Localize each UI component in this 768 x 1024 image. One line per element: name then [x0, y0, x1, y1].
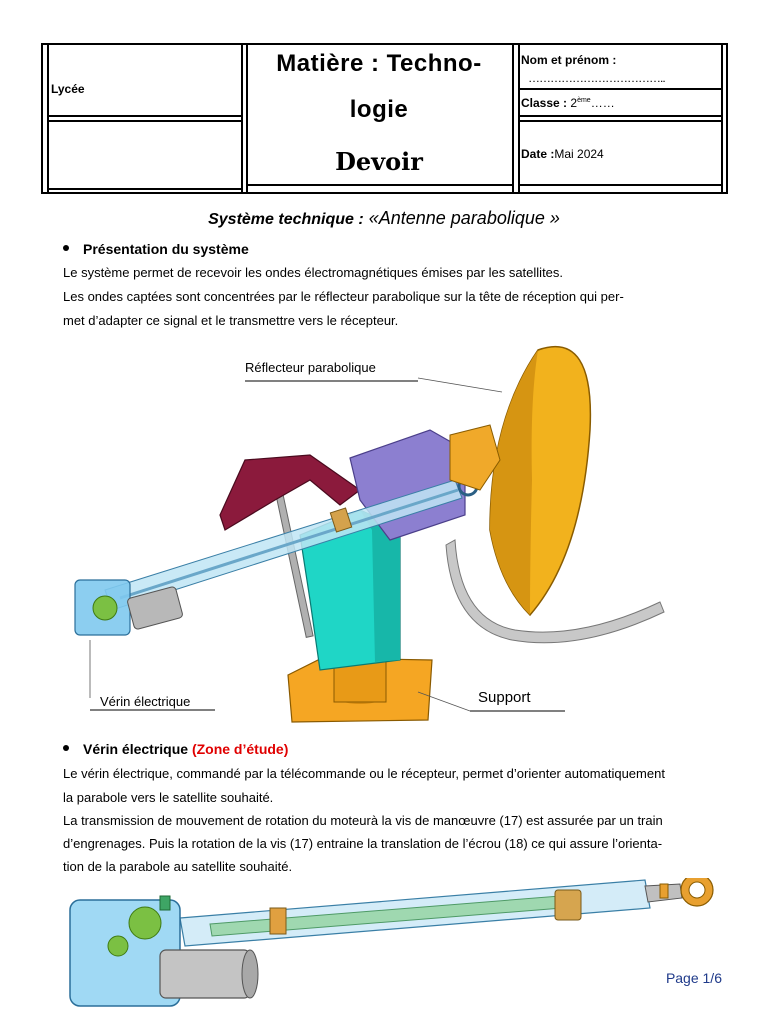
divider: [47, 45, 49, 192]
paragraph: met d’adapter ce signal et le transmettre vers le récepteur.: [63, 313, 399, 328]
class-value: 2: [570, 96, 578, 110]
paragraph: d’engrenages. Puis la rotation de la vis (17) entraine la translation de l’écrou (18) ce qui assure l’orienta-: [63, 836, 663, 851]
class-label: Classe :: [521, 96, 568, 110]
page-number: Page 1/6: [665, 970, 722, 986]
divider: [47, 120, 241, 122]
divider: [518, 88, 721, 90]
antenna-drawing: [60, 340, 710, 730]
label-support: Support: [478, 689, 531, 706]
gear: [93, 596, 117, 620]
gear-pin: [160, 896, 170, 910]
divider: [518, 184, 721, 186]
class-field: [521, 96, 615, 110]
title-value: «Antenne parabolique »: [368, 208, 560, 228]
subject-line-2: logie: [349, 96, 409, 123]
gear-large: [129, 907, 161, 939]
divider: [47, 188, 241, 190]
class-dots: ……: [590, 96, 615, 110]
gear-small: [108, 936, 128, 956]
motor-end-cap: [242, 950, 258, 998]
school-label: Lycée: [51, 82, 85, 96]
paragraph: tion de la parabole au satellite souhaité.: [63, 859, 293, 874]
title-label: Système technique :: [208, 211, 364, 228]
date-label: Date :: [521, 147, 555, 161]
jack-nut: [555, 890, 581, 920]
leader-line: [418, 378, 502, 392]
header-table: [41, 43, 728, 194]
date-value: Mai 2024: [554, 147, 604, 161]
rod-collar: [660, 884, 668, 898]
section-heading-text: Présentation du système: [83, 241, 249, 257]
section-heading-verin: [63, 741, 288, 757]
divider: [518, 45, 520, 192]
bullet-icon: [63, 745, 69, 751]
divider: [47, 115, 241, 117]
class-sup: ème: [577, 97, 591, 104]
antenna-illustration: [60, 340, 710, 730]
verin-illustration: [60, 878, 730, 1018]
label-verin: Vérin électrique: [100, 694, 191, 709]
jack-screw: [120, 490, 458, 598]
date-field: [521, 147, 604, 161]
name-dots: ………………………………..: [528, 71, 665, 85]
electric-motor: [160, 950, 250, 998]
divider: [518, 120, 721, 122]
page-title: [0, 208, 768, 229]
divider: [721, 45, 723, 192]
bullet-icon: [63, 245, 69, 251]
paragraph: Le vérin électrique, commandé par la télécommande ou le récepteur, permet d’orienter automatiquement: [63, 766, 665, 781]
jack-eye-hole: [689, 882, 705, 898]
section-heading-text: Vérin électrique: [83, 741, 189, 757]
paragraph: Les ondes captées sont concentrées par le réflecteur parabolique sur la tête de réception qui per-: [63, 289, 624, 304]
paragraph: la parabole vers le satellite souhaité.: [63, 790, 274, 805]
exam-type: Devoir: [335, 147, 423, 176]
divider: [246, 184, 512, 186]
screw-collar: [270, 908, 286, 934]
section-heading-presentation: [63, 241, 249, 257]
zone-note: (Zone d’étude): [191, 741, 289, 757]
name-field: [521, 53, 616, 67]
paragraph: La transmission de mouvement de rotation du moteurà la vis de manœuvre (17) est assurée par un train: [63, 813, 663, 828]
subject-line-1: Matière : Techno-: [276, 50, 482, 77]
paragraph: Le système permet de recevoir les ondes électromagnétiques émises par les satellites.: [63, 265, 564, 280]
divider: [518, 115, 721, 117]
subject-title: [243, 47, 515, 127]
name-label: Nom et prénom :: [521, 53, 617, 67]
verin-drawing: [60, 878, 730, 1018]
label-reflector: Réflecteur parabolique: [245, 360, 376, 375]
